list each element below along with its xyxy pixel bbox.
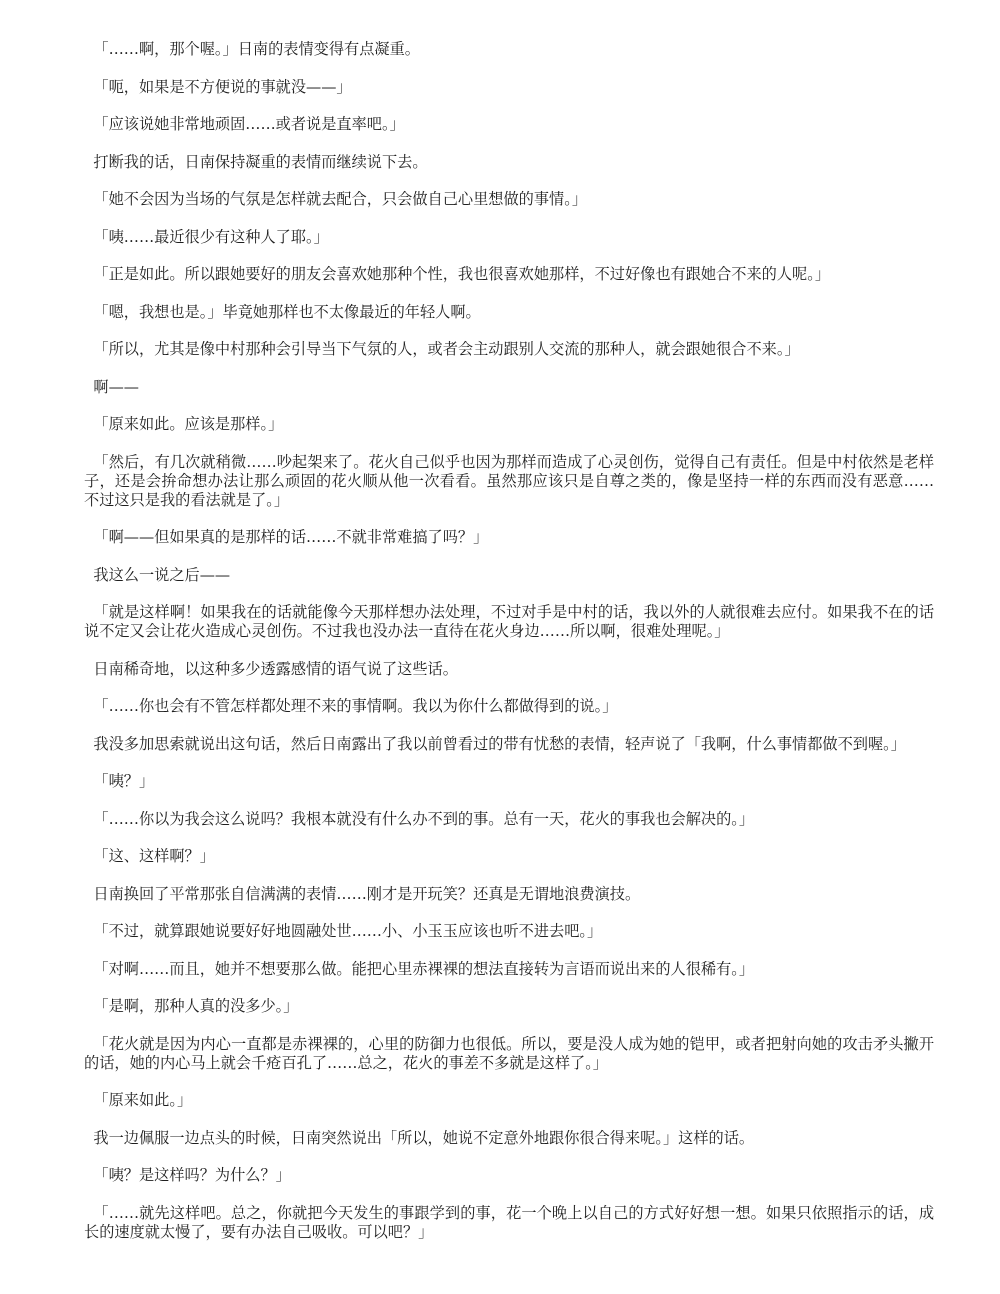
- paragraph: 「所以，尤其是像中村那种会引导当下气氛的人，或者会主动跟别人交流的那种人，就会跟她很合不来。」: [93, 340, 800, 358]
- paragraph: 「啊——但如果真的是那样的话……不就非常难搞了吗？」: [93, 528, 489, 546]
- paragraph: 「花火就是因为内心一直都是赤裸裸的，心里的防御力也很低。所以，要是没人成为她的铠甲，或者把射向她的攻击矛头撇开的话，她的内心马上就会千疮百孔了……总之，花火的事差不多就是这样了。」: [84, 1034, 934, 1072]
- paragraph: 「……啊，那个喔。」日南的表情变得有点凝重。: [93, 40, 420, 58]
- paragraph: 我一边佩服一边点头的时候，日南突然说出「所以，她说不定意外地跟你很合得来呢。」这样的话。: [93, 1128, 755, 1147]
- paragraph: 「……你也会有不管怎样都处理不来的事情啊。我以为你什么都做得到的说。」: [93, 697, 618, 715]
- paragraph: 日南稀奇地，以这种多少透露感情的语气说了这些话。: [93, 659, 458, 678]
- paragraph: 「嗯，我想也是。」毕竟她那样也不太像最近的年轻人啊。: [93, 302, 481, 321]
- paragraph: 「咦？」: [93, 772, 155, 790]
- paragraph: 「她不会因为当场的气氛是怎样就去配合，只会做自己心里想做的事情。」: [93, 190, 588, 208]
- paragraph: 「对啊……而且，她并不想要那么做。能把心里赤裸裸的想法直接转为言语而说出来的人很稀有。」: [93, 959, 755, 978]
- paragraph: 「应该说她非常地顽固……或者说是直率吧。」: [93, 115, 405, 133]
- paragraph: 「就是这样啊！如果我在的话就能像今天那样想办法处理，不过对手是中村的话，我以外的人就很难去应付。如果我不在的话说不定又会让花火造成心灵创伤。不过我也没办法一直待在花火身边……所以啊，很难处理呢。」: [84, 603, 934, 640]
- paragraph: 「咦？是这样吗？为什么？」: [93, 1166, 291, 1184]
- paragraph: 「……你以为我会这么说吗？我根本就没有什么办不到的事。总有一天，花火的事我也会解决的。」: [93, 809, 755, 828]
- paragraph: 「咦……最近很少有这种人了耶。」: [93, 227, 329, 246]
- paragraph: 打断我的话，日南保持凝重的表情而继续说下去。: [93, 152, 428, 171]
- paragraph: 「这、这样啊？」: [93, 847, 215, 865]
- paragraph: 日南换回了平常那张自信满满的表情……刚才是开玩笑？还真是无谓地浪费演技。: [93, 884, 641, 903]
- paragraph: 「然后，有几次就稍微……吵起架来了。花火自己似乎也因为那样而造成了心灵创伤，觉得自己有责任。但是中村依然是老样子，还是会拚命想办法让那么顽固的花火顺从他一次看看。虽然那应该只是自尊之类的，像是坚持一样的东西而没有恶意……不过这只是我的看法就是了。」: [84, 452, 934, 509]
- paragraph: 啊——: [93, 377, 139, 396]
- paragraph: 「……就先这样吧。总之，你就把今天发生的事跟学到的事，花一个晚上以自己的方式好好想一想。如果只依照指示的话，成长的速度就太慢了，要有办法自己吸收。可以吧？」: [84, 1203, 934, 1241]
- paragraph-list: [84, 40, 934, 1242]
- paragraph: 我没多加思索就说出这句话，然后日南露出了我以前曾看过的带有忧愁的表情，轻声说了「我啊，什么事情都做不到喔。」: [93, 734, 906, 753]
- paragraph: 「正是如此。所以跟她要好的朋友会喜欢她那种个性，我也很喜欢她那样，不过好像也有跟她合不来的人呢。」: [93, 265, 831, 283]
- paragraph: 「呃，如果是不方便说的事就没——」: [93, 77, 352, 96]
- paragraph: 「原来如此。」: [93, 1091, 193, 1109]
- paragraph: 「是啊，那种人真的没多少。」: [93, 997, 299, 1015]
- paragraph: 我这么一说之后——: [93, 565, 231, 584]
- paragraph: 「不过，就算跟她说要好好地圆融处世……小、小玉玉应该也听不进去吧。」: [93, 922, 603, 940]
- paragraph: 「原来如此。应该是那样。」: [93, 415, 284, 433]
